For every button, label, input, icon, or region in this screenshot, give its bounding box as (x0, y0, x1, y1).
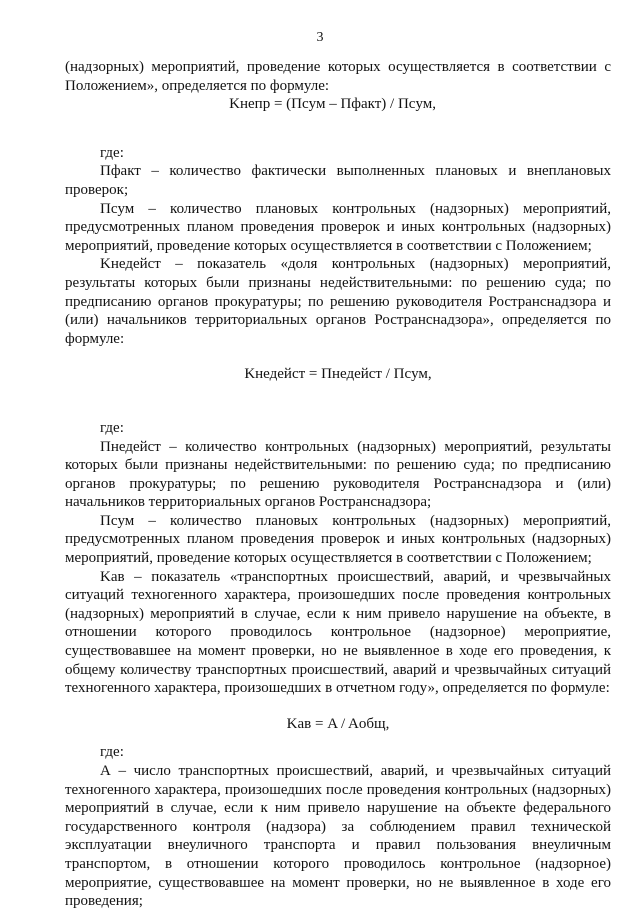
definition-p-sum: Пcум – количество плановых контрольных (надзорных) мероприятий, предусмотренных планом проведения проверок и иных контрольных (надзорных) мероприятий, проведение которых осуществляется в соответствии с Положением; (65, 200, 611, 254)
page-number: 3 (316, 30, 324, 45)
where-label: где: (100, 144, 124, 161)
paragraph-intro: (надзорных) мероприятий, проведение которых осуществляется в соответствии с Положением», определяется по формуле: (65, 59, 611, 94)
definition-k-av: Kав – показатель «транспортных происшествий, аварий, и чрезвычайных ситуаций техногенного характера, произошедших после проведения контрольных (надзорных) мероприятий в случае, если к ним привело нарушение на объекте, в отношении которого проводилось контрольное (надзорное) мероприятие, существовавшее на момент проверки, но не выявленное в ходе его проведения, к общему количеству транспортных происшествий, аварий и чрезвычайных ситуаций техногенного характера, произошедших в отчетном году», определяется по формуле: (65, 568, 611, 697)
definition-a: А – число транспортных происшествий, аварий, и чрезвычайных ситуаций техногенного характера, произошедших после проведения контрольных (надзорных) мероприятий в случае, если к ним привело нарушение на объекте федерального государственного контроля (надзора) за соблюдением правил технической эксплуатации внеуличного транспорта и правил пользования внеуличным транспортом, в отношении которого проводилось контрольное (надзорное) мероприятие, существовавшее на момент проверки, но не выявленное в ходе его проведения; (65, 763, 611, 910)
where-label: где: (100, 419, 124, 436)
formula-k-av: Kав = A / Aобщ, (286, 715, 390, 732)
definition-k-nedeist: Kнедейст – показатель «доля контрольных (надзорных) мероприятий, результаты которых были признаны недействительными: по решению суда; по предписанию органов прокуратуры; по решению руководителя Ространснадзора и (или) начальников территориальных органов Ространснадзора», определяется по формуле: (65, 256, 611, 347)
definition-p-sum-2: Пcум – количество плановых контрольных (надзорных) мероприятий, предусмотренных планом проведения проверок и иных контрольных (надзорных) мероприятий, проведение которых осуществляется в соответствии с Положением; (65, 512, 611, 567)
where-label: где: (100, 744, 124, 761)
formula-k-nepr: Kнепр = (Пcум – Пфакт) / Пcум, (229, 96, 436, 113)
definition-p-nedeist: Пнедейст – количество контрольных (надзорных) мероприятий, результаты которых были признаны недействительными: по решению суда; по предписанию органов прокуратуры; по решению руководителя Ространснадзора и (или) начальников территориальных органов Ространснадзора; (65, 438, 611, 511)
definition-p-fakt: Пфакт – количество фактически выполненных плановых и внеплановых проверок; (65, 163, 611, 198)
formula-k-nedeist: Kнедейст = Пнедейст / Пcум, (244, 366, 432, 383)
document-body (65, 58, 611, 911)
